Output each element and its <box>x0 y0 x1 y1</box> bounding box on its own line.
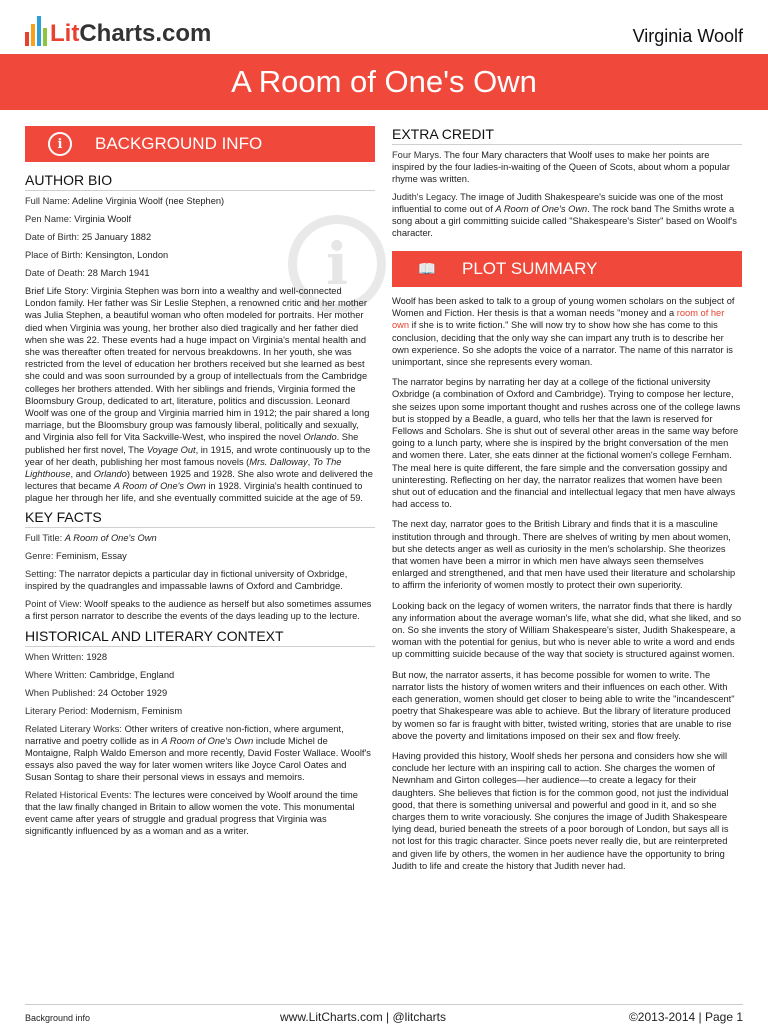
logo-text: LitCharts.com <box>50 20 212 47</box>
field-setting: Setting: The narrator depicts a particular day in fictional university of Oxbridge, inspired by the quadrangles and impassable lawns of Oxford and Cambridge. <box>25 568 348 591</box>
field-date-of-birth: Date of Birth: 25 January 1882 <box>25 232 152 242</box>
field-literary-period: Literary Period: Modernism, Feminism <box>25 705 183 716</box>
author-bio-heading: AUTHOR BIO <box>25 172 375 191</box>
life-story: Brief Life Story: Virginia Stephen was born into a wealthy and well-connected London family. Her father was Sir Leslie Stephen, a renowned critic and her mother was Julia Stephen, a beautiful woman who often modeled for portraits. Her mother died when Virginia was young, her brother also died tragically and her father died when she was 22. These events had a huge impact on Virginia's mental health and she was thereafter often treated for nervous breakdowns. In her youth, she was restricted from the level of education her brothers received but she learned as best she could and was soon surrounded by a group of intellectuals from the Cambridge colleges her brothers attended. With her siblings and friends, Virginia formed the Bloomsbury Group, dedicated to art, literature, politics and discussion. Leonard Woolf was one of the group and Virginia married him in 1912; the pair shared a long marriage, but the Bloomsbury group was famously liberal, politically and sexually, and Virginia also fell for Vita Sackville-West, who inspired the novel Orlando. She published her first novel, The Voyage Out, in 1915, and wrote continuously up to the year of her death, publishing her most famous novels (Mrs. Dalloway, To The Lighthouse, and Orlando) between 1925 and 1928. She also wrote and delivered the lectures that became A Room of One's Own in 1928. Virginia's health continued to plague her through her life, and she eventually committed suicide at the age of 59. <box>25 286 373 504</box>
book-icon: 📖 <box>417 261 437 278</box>
right-column <box>392 126 742 880</box>
field-full-title: Full Title: A Room of One's Own <box>25 532 157 543</box>
banner-title: BACKGROUND INFO <box>95 134 263 153</box>
plot-paragraph-6: Having provided this history, Woolf sheds her persona and considers how she will conclude her lecture with an inspiring call to action. She charges the women of Newnham and Girton colleges—her audience—to create a legacy for their daughters. She believes that fiction is for the common good, not just the individual good, that there is something universal and powerful and good in it, and so she charges them to write voraciously. She conjures the image of Judith Shakespeare lying dead, buried beneath the streets of a poor borough of London, but says all is not lost for this tragic character. Since poets never really die, but are reinterpreted and given life by others, the women in her audience have the opportunity to bring Judith to life and create the history that Judith never had. <box>392 750 729 871</box>
field-full-name: Full Name: Adeline Virginia Woolf (nee Stephen) <box>25 196 225 206</box>
page-title: A Room of One's Own <box>231 64 537 99</box>
litcharts-logo[interactable] <box>25 14 211 46</box>
context-heading: HISTORICAL AND LITERARY CONTEXT <box>25 628 375 647</box>
footer-site-link[interactable]: www.LitCharts.com | @litcharts <box>280 1010 447 1024</box>
field-where-written: Where Written: Cambridge, England <box>25 669 175 680</box>
plot-paragraph-1: Woolf has been asked to talk to a group of young women scholars on the subject of Women and Fiction. Her thesis is that a woman needs "money and a room of her own if she is to write fiction." She will now try to show how she has come to this conclusion, deciding that the only way she can impart any truth is to describe her own experience. So she adopts the voice of a narrator. The name of this narrator is unimportant, since she represents every woman. <box>392 296 735 368</box>
footer-section-label: Background info <box>25 1013 91 1023</box>
field-when-written: When Written: 1928 <box>25 651 108 662</box>
extra-credit-heading: EXTRA CREDIT <box>392 126 742 145</box>
room-of-her-own-link[interactable]: room of her own <box>392 308 725 331</box>
key-facts-heading: KEY FACTS <box>25 509 375 528</box>
plot-paragraph-2: The narrator begins by narrating her day at a college of the fictional university Oxbridge (a combination of Oxford and Cambridge). Trying to compose her lecture, she seizes upon some important thought and rushes across one of the college lawns but is stopped by a Beadle, a guard, who tells her that the lawn is reserved for Fellows and Scholars. She is shut out of several other areas in the same way before going to a lunch party, where she is inspired by the bright conversation of the men and women there. Later, she eats dinner at the fictional women's college Fernham. The meal here is quite different, the fare simple and the conversation gossipy and uninteresting. Reflecting on her day, the narrator realizes that women have been shut out of education and the financial and intellectual legacy that men have always had access to. <box>392 377 741 510</box>
extra-credit-marys: Four Marys. The four Mary characters that Woolf uses to make her points are inspired by the four ladies-in-waiting of the Queen of Scots, about whom a popular rhyme was written. <box>392 150 730 184</box>
page-header <box>0 0 768 50</box>
info-watermark-icon: i <box>288 215 386 313</box>
field-place-of-birth: Place of Birth: Kensington, London <box>25 250 169 260</box>
field-related-works: Related Literary Works: Other writers of creative non-fiction, where argument, narrative and poetry collide as in A Room of One's Own include Michel de Montaigne, Ralph Waldo Emerson and more recently, David Foster Wallace. Woolf's essays also paved the way for later women writers like Joyce Carol Oates and Susan Sontag to share their personal views in essays and memoirs. <box>25 723 371 782</box>
extra-credit-legacy: Judith's Legacy. The image of Judith Shakespeare's suicide was one of the most influential to come out of A Room of One's Own. The rock band The Smiths wrote a song about a girl committing suicide called "Shakespeare's Sister" based on Woolf's character. <box>392 192 737 238</box>
logo-bars-icon <box>25 16 47 46</box>
banner-title: PLOT SUMMARY <box>462 259 598 278</box>
plot-paragraph-4: Looking back on the legacy of women writers, the narrator finds that there is hardly any information about the average woman's life, what she did, what she liked, and so on. So she invents the story of William Shakespeare's sister, Judith Shakespeare, a woman with the potential for genius, but who is never able to write a word and ends up committing suicide because of the way that society is structured against women. <box>392 600 742 660</box>
field-when-published: When Published: 24 October 1929 <box>25 687 168 698</box>
left-column <box>25 126 375 843</box>
background-info-banner <box>25 126 375 162</box>
field-pen-name: Pen Name: Virginia Woolf <box>25 214 132 224</box>
plot-paragraph-3: The next day, narrator goes to the British Library and finds that it is a masculine institution through and through. There are shelves of writing by men about women, but she detects anger as well as curiosity in the men's scholarship. She theorizes that women have been a mirror in which men have always seen themselves enlarged and strengthened, and that men have used their literature and scholarship to affirm the inferiority of women mostly to protect their own superiority. <box>392 519 736 591</box>
info-icon: i <box>48 132 72 156</box>
footer-divider <box>25 1004 743 1005</box>
field-genre: Genre: Feminism, Essay <box>25 550 127 561</box>
header-author: Virginia Woolf <box>632 26 743 46</box>
plot-summary-banner <box>392 251 742 287</box>
field-point-of-view: Point of View: Woolf speaks to the audience as herself but also sometimes assumes a first person narrator to describe the events of the days leading up to the lecture. <box>25 598 372 621</box>
plot-paragraph-5: But now, the narrator asserts, it has become possible for women to write. The narrator lists the history of women writers and their influences on each other. With each generation, women should get closer to being able to write the "incandescent" poetry that Shakespeare was able to achieve. But the library of literature produced by women so far is fraught with bitter, twisted writing, stories that are unable to rise above the poverty and limitations imposed on their sex and flow freely. <box>392 669 735 741</box>
field-related-events: Related Historical Events: The lectures were conceived by Woolf around the time that the law finally changed in Britain to allow women the vote. This monumental event came after years of struggle and gradual progress that Virginia was significantly influenced by as a woman and as a writer. <box>25 789 358 836</box>
field-date-of-death: Date of Death: 28 March 1941 <box>25 268 150 278</box>
footer-page-number: ©2013-2014 | Page 1 <box>628 1010 743 1024</box>
title-bar <box>0 54 768 110</box>
